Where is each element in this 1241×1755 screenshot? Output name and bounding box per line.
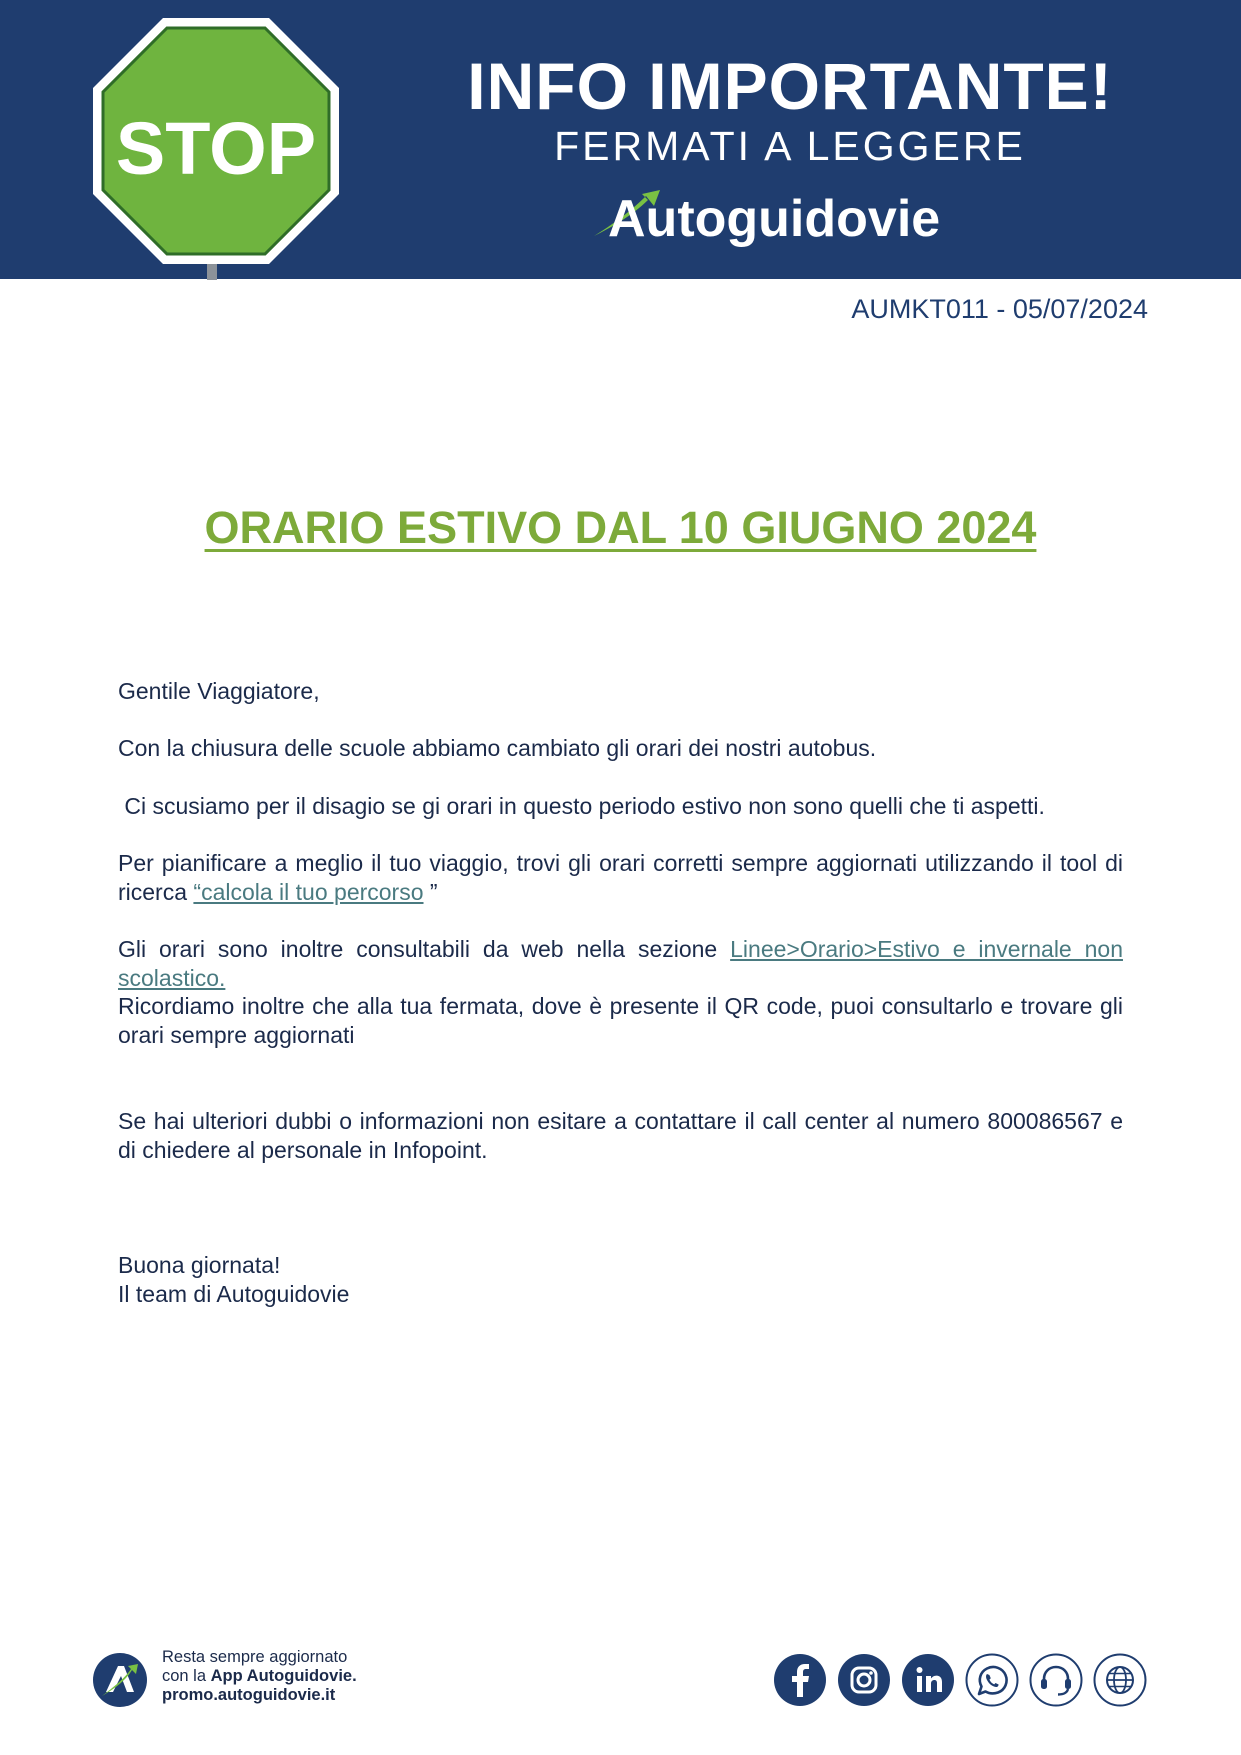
closing-greeting: Buona giornata! (118, 1252, 281, 1278)
headset-icon[interactable] (1029, 1653, 1083, 1707)
facebook-icon[interactable] (773, 1653, 827, 1707)
paragraph-call-center: Se hai ulteriori dubbi o informazioni non esitare a contattare il call center al numero 800086567 e di chiedere al personale in Infopoint. (118, 1108, 1123, 1163)
document-code-date: AUMKT011 - 05/07/2024 (851, 294, 1148, 324)
linee-orario-link[interactable]: Linee>Orario>Estivo e invernale non scolastico. (118, 936, 1123, 991)
plan-trip-text: Per pianificare a meglio il tuo viaggio, trovi gli orari corretti sempre aggiornati utilizzando il tool di ricerca (118, 850, 1123, 905)
app-promo-text (162, 1648, 357, 1705)
paragraph-apology: Ci scusiamo per il disagio se gi orari in questo periodo estivo non sono quelli che ti aspetti. (118, 793, 1045, 819)
paragraph-plan-trip (118, 849, 1123, 907)
whatsapp-icon[interactable] (965, 1653, 1019, 1707)
closing-signature: Il team di Autoguidovie (118, 1281, 350, 1307)
banner-headline: INFO IMPORTANTE! (467, 49, 1113, 123)
stop-text: STOP (115, 107, 317, 190)
app-promo-line2: con la App Autoguidovie. (162, 1667, 357, 1685)
app-promo-line1: Resta sempre aggiornato (162, 1648, 348, 1666)
globe-icon[interactable] (1093, 1653, 1147, 1707)
paragraph-qr-code: Ricordiamo inoltre che alla tua fermata, dove è presente il QR code, puoi consultarlo e trovare gli orari sempre aggiornati (118, 993, 1123, 1048)
instagram-icon[interactable] (837, 1653, 891, 1707)
web-section-text: Gli orari sono inoltre consultabili da web nella sezione (118, 936, 731, 962)
header-banner (0, 0, 1241, 279)
paragraph-web-section (118, 935, 1123, 993)
banner-subline: FERMATI A LEGGERE (554, 123, 1026, 169)
paragraph-schools-closed: Con la chiusura delle scuole abbiamo cambiato gli orari dei nostri autobus. (118, 735, 877, 761)
calcola-percorso-link[interactable]: “calcola il tuo percorso (193, 879, 424, 905)
footer-app-promo[interactable] (92, 1648, 542, 1708)
document-title (0, 502, 1241, 554)
stop-sign-icon (91, 16, 341, 280)
greeting: Gentile Viaggiatore, (118, 678, 320, 704)
app-logo-icon (92, 1652, 148, 1708)
app-promo-url[interactable]: promo.autoguidovie.it (162, 1686, 336, 1704)
brand-name: Autoguidovie (608, 190, 941, 248)
brand-logo (590, 186, 1010, 256)
plan-trip-end: ” (423, 879, 438, 905)
linkedin-icon[interactable] (901, 1653, 955, 1707)
document-title-text: ORARIO ESTIVO DAL 10 GIUGNO 2024 (204, 502, 1037, 553)
